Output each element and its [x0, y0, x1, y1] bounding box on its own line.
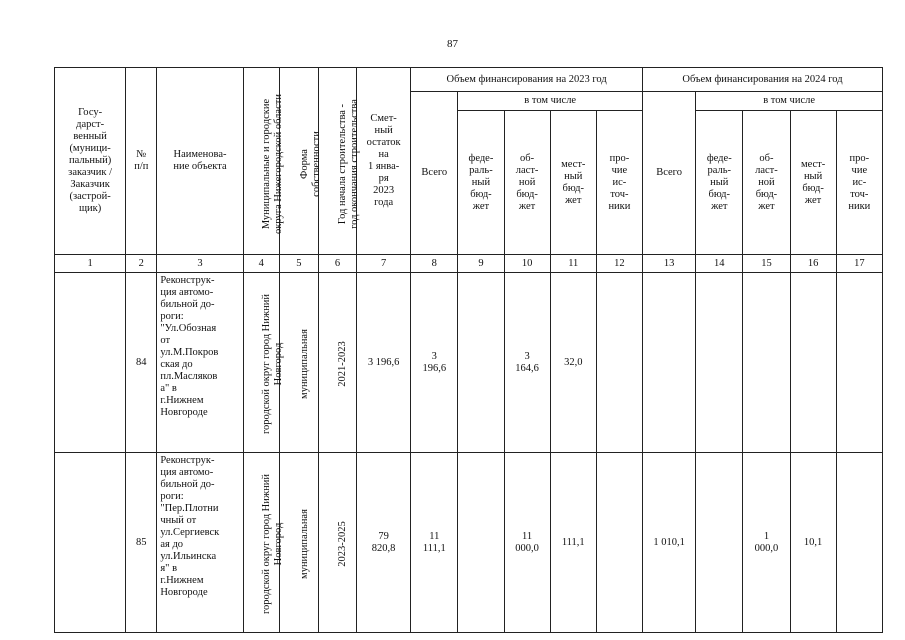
col-num: 12: [596, 255, 642, 273]
row-ownership-cell: [279, 273, 318, 453]
row-customer: [55, 453, 126, 633]
header-2023-other: про- чие ис- точ- ники: [596, 111, 642, 255]
row-years-cell: [318, 273, 356, 453]
header-num: № п/п: [126, 68, 157, 255]
table-row: [55, 273, 883, 453]
header-customer: Госу- дарст- венный (муници- пальный) заказчик / Заказчик (застрой- щик): [55, 68, 126, 255]
header-2024-including: в том числе: [696, 92, 883, 111]
row-2023-regional: 3 164,6: [504, 273, 550, 453]
header-municipal-cell: [243, 68, 285, 255]
column-number-row: [55, 255, 883, 273]
col-num: 7: [357, 255, 411, 273]
row-2023-total: 11 111,1: [411, 453, 458, 633]
header-years: Год начала строительства - год окончания строительства: [337, 99, 361, 229]
header-fin-2024: Объем финансирования на 2024 год: [643, 68, 883, 92]
col-num: 15: [743, 255, 790, 273]
header-2023-including: в том числе: [458, 92, 643, 111]
col-num: 9: [458, 255, 504, 273]
row-municipal-cell: [243, 453, 285, 633]
header-object-name: Наименова- ние объекта: [157, 68, 243, 255]
row-2023-other: [596, 273, 642, 453]
col-num: 13: [643, 255, 696, 273]
row-years: 2021-2023: [337, 341, 349, 387]
row-2023-federal: [458, 453, 504, 633]
header-municipal: Муниципальные и городские округа Нижегородской области: [261, 94, 285, 234]
row-num: 84: [126, 273, 157, 453]
header-2023-regional: об- ласт- ной бюд- жет: [504, 111, 550, 255]
financing-table: [54, 67, 883, 633]
row-object-name: Реконструк- ция автомо- бильной до- роги: "Пер.Плотни чный от ул.Сергиевск ая до ул.Ильинска я" в г.Нижнем Новгороде: [157, 453, 243, 633]
header-2024-federal: феде- раль- ный бюд- жет: [696, 111, 743, 255]
col-num: 11: [550, 255, 596, 273]
row-estimate: 79 820,8: [357, 453, 411, 633]
header-ownership: Форма собственности: [298, 131, 322, 197]
row-2023-federal: [458, 273, 504, 453]
col-num: 4: [243, 255, 279, 273]
header-2024-other: про- чие ис- точ- ники: [836, 111, 882, 255]
col-num: 1: [55, 255, 126, 273]
row-2024-regional: 1 000,0: [743, 453, 790, 633]
col-num: 10: [504, 255, 550, 273]
col-num: 14: [696, 255, 743, 273]
row-2024-regional: [743, 273, 790, 453]
row-2024-local: 10,1: [790, 453, 836, 633]
col-num: 5: [279, 255, 318, 273]
header-fin-2023: Объем финансирования на 2023 год: [411, 68, 643, 92]
row-ownership: муниципальная: [298, 329, 310, 399]
col-num: 8: [411, 255, 458, 273]
row-2023-total: 3 196,6: [411, 273, 458, 453]
header-2023-federal: феде- раль- ный бюд- жет: [458, 111, 504, 255]
table-row: [55, 453, 883, 633]
row-2023-regional: 11 000,0: [504, 453, 550, 633]
row-customer: [55, 273, 126, 453]
row-2023-local: 111,1: [550, 453, 596, 633]
col-num: 16: [790, 255, 836, 273]
row-municipal: городской округ город Нижний Новгород: [261, 474, 285, 614]
header-years-cell: [318, 68, 361, 255]
header-ownership-cell: [279, 68, 322, 255]
row-2024-total: 1 010,1: [643, 453, 696, 633]
row-ownership: муниципальная: [298, 509, 310, 579]
row-2024-other: [836, 453, 882, 633]
row-years-cell: [318, 453, 356, 633]
col-num: 3: [157, 255, 243, 273]
row-2024-federal: [696, 273, 743, 453]
col-num: 6: [318, 255, 356, 273]
row-2024-total: [643, 273, 696, 453]
row-years: 2023-2025: [337, 521, 349, 567]
row-2024-other: [836, 273, 882, 453]
row-2024-local: [790, 273, 836, 453]
header-2024-total: Всего: [643, 92, 696, 255]
row-ownership-cell: [279, 453, 318, 633]
header-2023-total: Всего: [411, 92, 458, 255]
header-row-1: [55, 68, 883, 92]
row-estimate: 3 196,6: [357, 273, 411, 453]
row-2023-other: [596, 453, 642, 633]
header-2024-local: мест- ный бюд- жет: [790, 111, 836, 255]
row-object-name: Реконструк- ция автомо- бильной до- роги: "Ул.Обозная от ул.М.Покров ская до пл.Масляков а" в г.Нижнем Новгороде: [157, 273, 243, 453]
header-estimate: Смет- ный остаток на 1 янва- ря 2023 года: [357, 68, 411, 255]
row-2023-local: 32,0: [550, 273, 596, 453]
row-2024-federal: [696, 453, 743, 633]
col-num: 17: [836, 255, 882, 273]
row-municipal: городской округ город Нижний Новгород: [261, 294, 285, 434]
row-municipal-cell: [243, 273, 285, 453]
col-num: 2: [126, 255, 157, 273]
header-2023-local: мест- ный бюд- жет: [550, 111, 596, 255]
page-number: 87: [447, 38, 458, 50]
row-num: 85: [126, 453, 157, 633]
header-2024-regional: об- ласт- ной бюд- жет: [743, 111, 790, 255]
